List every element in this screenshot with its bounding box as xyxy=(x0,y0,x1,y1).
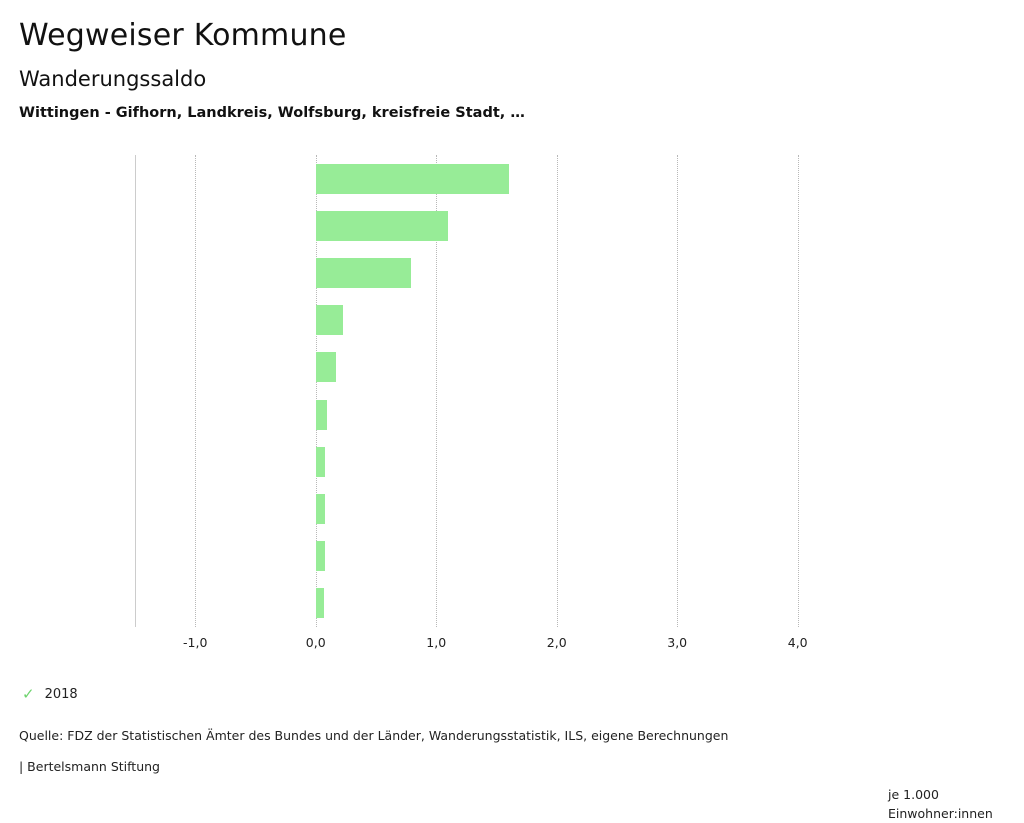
chart-title: Wanderungssaldo xyxy=(19,67,207,91)
legend[interactable] xyxy=(22,687,78,702)
bar[interactable] xyxy=(316,164,509,194)
brand-note: | Bertelsmann Stiftung xyxy=(19,759,160,774)
grid-line xyxy=(677,155,678,627)
y-axis-line xyxy=(135,155,136,627)
page-title: Wegweiser Kommune xyxy=(19,18,347,53)
bar[interactable] xyxy=(316,305,344,335)
check-icon: ✓ xyxy=(22,685,35,703)
axis-unit-line2: Einwohner:innen xyxy=(888,806,993,821)
source-note: Quelle: FDZ der Statistischen Ämter des Bundes und der Länder, Wanderungsstatistik, ILS, eigene Berechnungen xyxy=(19,728,729,743)
region-subtitle: Wittingen - Gifhorn, Landkreis, Wolfsburg, kreisfreie Stadt, … xyxy=(19,105,525,121)
x-axis-tick-label: 1,0 xyxy=(426,635,447,650)
bar[interactable] xyxy=(316,588,324,618)
grid-line xyxy=(798,155,799,627)
x-axis-tick-label: -1,0 xyxy=(183,635,208,650)
bar[interactable] xyxy=(316,541,326,571)
axis-unit-line1: je 1.000 xyxy=(888,787,939,802)
axis-unit-label xyxy=(888,785,993,823)
bar[interactable] xyxy=(316,352,336,382)
grid-line xyxy=(195,155,196,627)
grid-line xyxy=(557,155,558,627)
bar[interactable] xyxy=(316,258,411,288)
bar[interactable] xyxy=(316,494,326,524)
plot-area xyxy=(135,155,870,650)
legend-label: 2018 xyxy=(44,687,78,702)
bar[interactable] xyxy=(316,211,449,241)
x-axis-tick-label: 2,0 xyxy=(546,635,567,650)
bar[interactable] xyxy=(316,400,327,430)
x-axis-tick-label: 4,0 xyxy=(787,635,808,650)
x-axis-tick-label: 3,0 xyxy=(667,635,688,650)
bar[interactable] xyxy=(316,447,326,477)
x-axis-tick-label: 0,0 xyxy=(305,635,326,650)
